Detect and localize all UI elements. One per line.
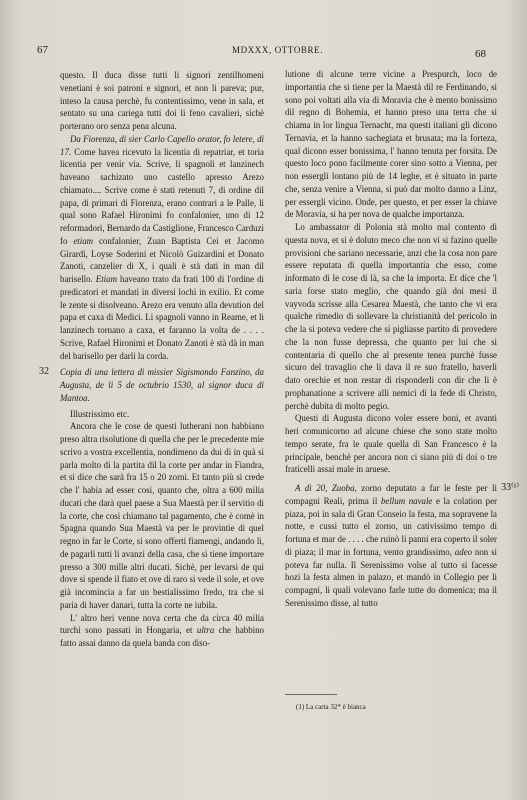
- text-run: zorno deputato a far le feste per li compagni Reali, prima il: [285, 483, 497, 506]
- paragraph: Lo ambassator di Polonia stà molto mal contento di questa nova, et si è doluto meco che non vi si fazino quelle provisioni che sariano necessarie, anzi che la cosa non pare essere reputata di quella importantia che esso, come informato di le cose di là, sa che la importa. Et dice che 'l saria forse stato meglio, che quando già doi mesi il vayvoda scrisse alla Cesarea Maestà, che tanto che vi era qualche rimedio di sollevare la christianità del pericolo in che la si poteva vedere che si pigliasse partito di provedere che la non fusse depressa, che quanto per lui che si contentaria di quello che al presente tenea purchè fusse sicuro del travaglio che li dava il re suo fratello, haverli dato orechie et non restar di risponderli con dir che li è prophanatione a scrivere alli nemici di la fede di Christo, perchè dubita di molto pegio.: [285, 222, 497, 411]
- heading-text: Copia di una lettera di missier Sigismondo Fanzino, da Augusta, de li 5 de octubrio 1530, al signor duca di Mantoa.: [60, 367, 264, 403]
- footnote: (1) La carta 32* è bianca: [296, 703, 366, 711]
- paragraph: Questi di Augusta dicono voler essere boni, et avanti heri comunicorno ad alcune chiese che sono state molto tempo serate, fra le quale quella di San Francesco è la principale, benchè per ancora non ci siano più di doi o tre fraticelli assai male in aruese.: [285, 413, 497, 475]
- text-run: non si poteva far nulla. Il Serenissimo volse al tutto si facesse hozi la festa almen in palazo, et mandò in Collegio per li compagni, li quali volevano farle tutte do domenica; ma il Serenissimo disse, al tutto: [285, 546, 497, 608]
- text-run: etiam: [73, 235, 94, 246]
- right-column: [285, 68, 519, 610]
- paragraph: Ancora che le cose de questi lutherani non habbiano preso altra risolutione di quella che per le precedente mie scrivo a vostra excellentia, nondimeno da dui dì in quà si parla molto di la partita dil la corte per andar in Fiandra, et si dice che sarà fra 15 o 20 zorni. Et tanto più si crede che l' habia ad esser cosi, quanto che, oltra a 600 milia ducati che darà quel paese a Sua Maestà per il servitio di la corte, che cosi chiamano tal pagamento, che è comè in Spagna quando Sua Maestà va per le provintie di quel regno in far le Corte, si sono offerti fiamengi, andando lì, de pagarli tutti li avanzi della casa, che si tiene importare presso a 300 mille altri ducati. Sichè, per levarsi de qui dove si spende il fiato et ove di raro si vede il sole, et ove già incomincia a far un bestialissimo fredo, tra che si paria di haver danari, tutta la corte ne iubila.: [60, 421, 264, 610]
- letter-heading: [39, 366, 264, 404]
- text-run: bellum navale: [380, 495, 433, 506]
- page-number-right: 68: [475, 48, 486, 60]
- left-column: [39, 69, 264, 650]
- text-run: Come havea ricevuto la licentia di repatriar, et toria licentia per venir via. Scrive, li spagnoli et lanzinech haveano sachizato uno castello apresso Arezo chiamato.... Scrive come è stati retenuti 7, di ordine dil papa, di primari di Fiorenza, erano contrari a le Palle, li qual sono Rafael Hironimi fo confalonier, uno di 12 reformadori, Bernardo da Castiglione, Francesco Carduzi fo: [60, 146, 264, 246]
- text-run: L' altro heri venne nova certa che da circa 40 milia turchi sono passati in Hongaria, et: [60, 612, 264, 636]
- paragraph: [60, 133, 264, 363]
- text-run: confalonier, Zuan Baptista Cei et Jacomo Girardi, Loyse Soderini et Nicolò Guizardini et Donato Zanoti, canzelier di X, i quali è stà dati in man dil barisello.: [60, 235, 264, 284]
- page-header: [0, 44, 527, 58]
- paragraph: lutione di alcune terre vicine a Prespurch, loco de importantia che si tiene per la Maestà dil re Ferdinando, si sono poi voltati alla via di Moravia che è mento bonissimo dil regno di Bohemia, et hanno preso una terra che si chiama in lor lingua Ternacht, ma questi italiani gli dicono Ternavia, et la hanno sachegiata et brusata; ma la forteza, qual dicono esser bonissima, l' hanno tenuta per forsita. De questo loco pono facilmente corer sino sotto a Vienna, per non essergli lontano più de 14 leghe, et è situato in parte che, senza venire a Vienna, si può dar molto danno a Linz, per essergli vicino. Onde, per questo, et per esser la chiave de Moravia, si ha per nova de qualche importanza.: [285, 69, 497, 220]
- text-run: Etiam: [95, 274, 117, 284]
- text-run: haveano trato da frati 100 di l'ordine di predicatori et mandati in diversi lochi in exilio. Et come le zente si disolveano. Arezo era venuto alla devution del papa et caxa di Medici. Li spagnoli vanno in Reame, et li lanzinech tornano a caxa, et faranno la volta de . . . . Scrive, Rafael Hironimi et Donato Zanoti è stà dà in man del barisello per darli la corda.: [60, 274, 264, 361]
- margin-number: 33⁽¹⁾: [501, 482, 519, 493]
- paragraph: [60, 612, 264, 650]
- date-heading: A dì 20, Zuoba,: [295, 483, 357, 493]
- margin-number: 32: [39, 366, 49, 378]
- paragraph: [285, 482, 519, 610]
- text-run: adeo: [454, 546, 473, 557]
- paragraph: questo. Il duca disse tutti li signori zentilhomeni venetiani è soi patroni e signori, et non li pareva; pur, inteso la causa perchè, fu contentissimo, vene in sala, et sentato su una carіega tutti doi li feno cavalieri, sichè porterano oro senza pena alcuna.: [60, 70, 264, 131]
- footnote-rule: [285, 694, 337, 695]
- running-title: MDXXX, OTTOBRE.: [232, 45, 324, 55]
- text-run: e la colation per piaza, poi in sala di Gran Conseio la festa, ma sopravene la notte, e cussi tutto el zorno, un cativissimo tempo di fortuna et mar de . . . . che ruinò li panni era coperto il soler di piaza; il mar in fortuna, vento grandissimo,: [285, 495, 497, 557]
- greeting: Illustrissimo etc.: [70, 408, 130, 419]
- letter-source: Da Fiorenza, di sier Carlo Capello orator, fo letere, di 17.: [60, 133, 264, 157]
- text-run: che habbino fatto assai danno da quela banda con diso-: [60, 625, 264, 648]
- page-number-left: 67: [37, 44, 48, 56]
- text-run: ultra: [196, 625, 215, 636]
